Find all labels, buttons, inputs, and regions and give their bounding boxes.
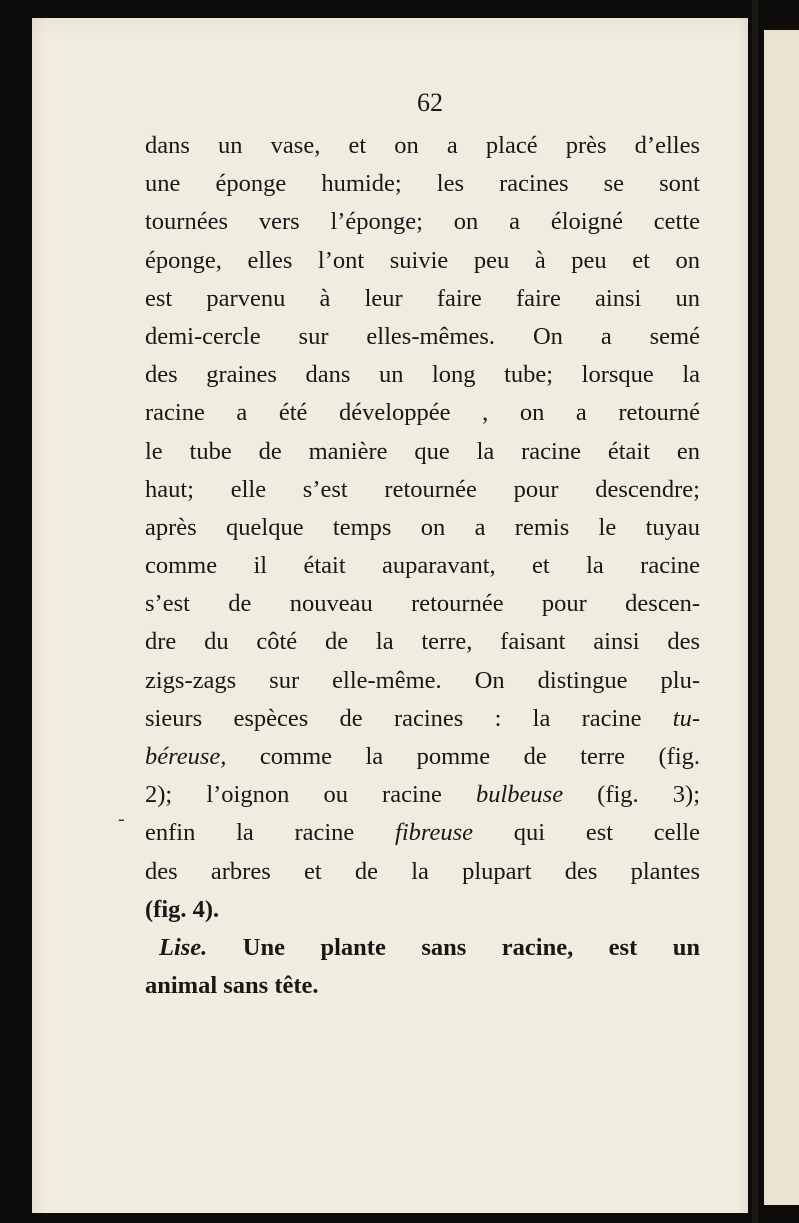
text-line [145, 776, 700, 814]
line-text: racine a été développée , on a retourné [145, 399, 700, 427]
line-text: sieurs espèces de racines : la racine [145, 704, 673, 732]
line-text: le tube de manière que la racine était en [145, 437, 700, 465]
line-text: enfin la racine [145, 819, 396, 847]
line-text: qui est celle [473, 819, 700, 847]
text-line [145, 662, 700, 700]
line-text: s’est de nouveau retournée pour descen- [145, 590, 700, 618]
text-line [145, 509, 700, 547]
line-text: tournées vers l’éponge; on a éloigné cette [145, 208, 700, 236]
italic-term: Lise. [159, 933, 208, 961]
text-line [145, 318, 700, 356]
text-line [145, 127, 700, 165]
text-line [145, 891, 700, 929]
text-line [145, 547, 700, 585]
text-line [145, 929, 700, 967]
text-line [145, 623, 700, 661]
line-text: zigs-zags sur elle-même. On distingue plu- [145, 666, 700, 694]
line-text: (fig. 3); [563, 781, 700, 809]
line-text: des graines dans un long tube; lorsque la [145, 361, 700, 389]
line-text: animal sans tête. [145, 972, 319, 1000]
line-text: (fig. 4). [145, 895, 220, 923]
line-text: dans un vase, et on a placé près d’elles [145, 132, 700, 159]
line-text: 2); l’oignon ou racine [145, 781, 476, 809]
binding-gutter [752, 0, 758, 1223]
line-text: comme il était auparavant, et la racine [145, 552, 700, 580]
text-line [145, 203, 700, 241]
text-line [145, 853, 700, 891]
page-number: 62 [417, 88, 443, 117]
text-line [145, 242, 700, 280]
line-text: haut; elle s’est retournée pour descendre; [145, 475, 700, 503]
adjacent-page-edge [764, 30, 799, 1205]
text-line [145, 585, 700, 623]
line-text: après quelque temps on a remis le tuyau [145, 513, 700, 541]
text-line [145, 433, 700, 471]
margin-mark: - [118, 808, 125, 830]
text-line [145, 738, 700, 776]
line-text: Une plante sans racine, est un [207, 933, 700, 961]
line-text: est parvenu à leur faire faire ainsi un [145, 284, 700, 312]
italic-term: fibreuse [395, 819, 474, 847]
line-text: une éponge humide; les racines se sont [145, 170, 700, 198]
text-line [145, 967, 700, 1005]
text-line [145, 471, 700, 509]
text-line [145, 280, 700, 318]
text-line [145, 356, 700, 394]
line-text: éponge, elles l’ont suivie peu à peu et on [145, 246, 700, 274]
text-line [145, 165, 700, 203]
page-body-text [145, 127, 700, 1005]
line-text: des arbres et de la plupart des plantes [145, 857, 700, 885]
text-line [145, 700, 700, 738]
italic-term: bulbeuse [475, 781, 564, 809]
line-text: dre du côté de la terre, faisant ainsi des [145, 628, 700, 656]
italic-term: tu- [672, 704, 700, 732]
italic-term: béreuse, [145, 743, 227, 770]
text-line [145, 394, 700, 432]
line-text: comme la pomme de terre (fig. [226, 743, 700, 770]
line-text: demi-cercle sur elles-mêmes. On a semé [145, 322, 700, 350]
text-line [145, 814, 700, 852]
